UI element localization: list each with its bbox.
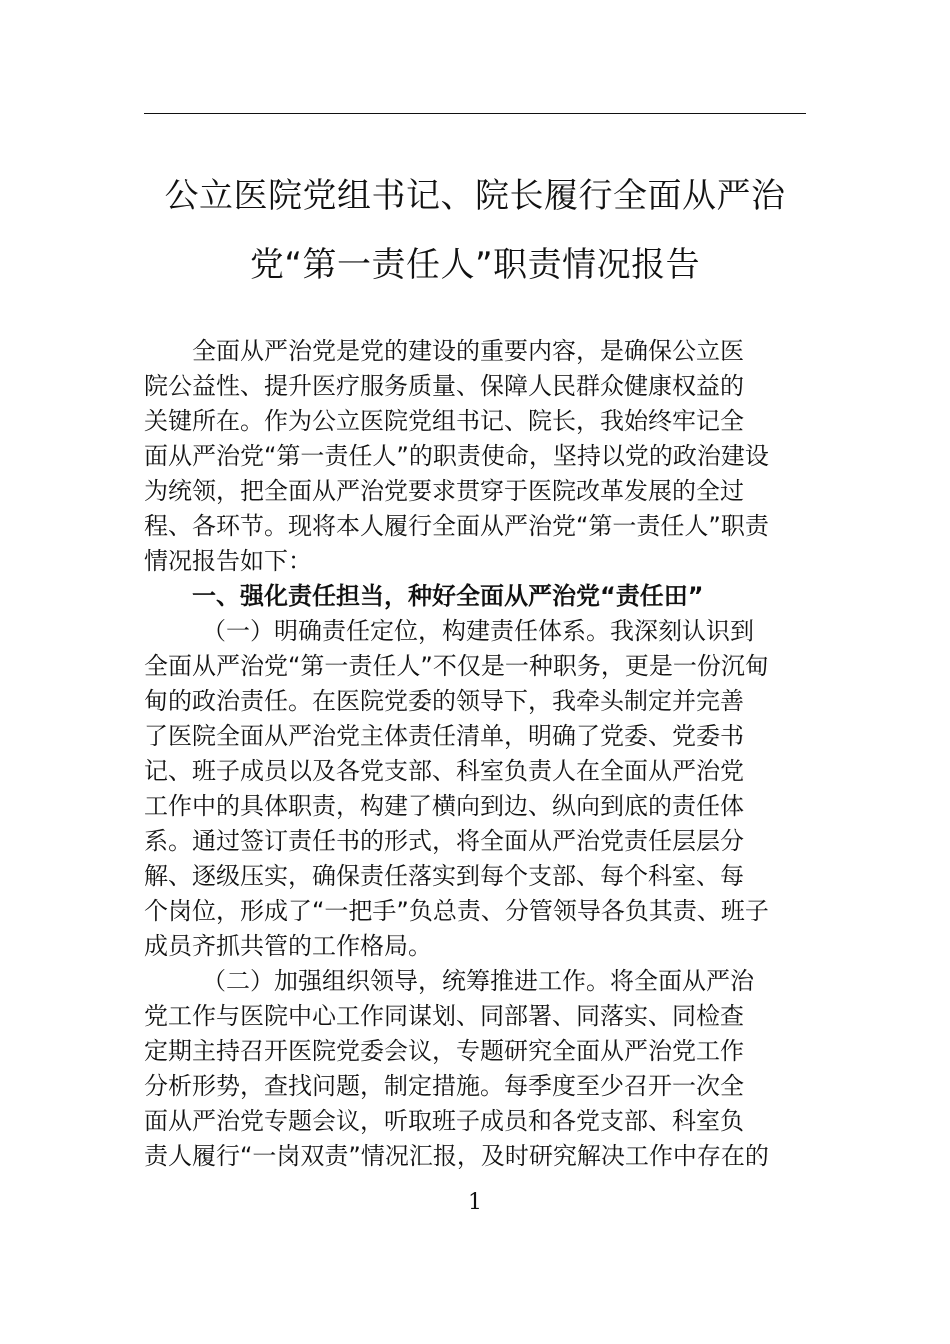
page-number: 1 — [468, 1190, 482, 1215]
paragraph-organizational-leadership — [144, 964, 806, 1174]
paragraph-line: 工作中的具体职责，构建了横向到边、纵向到底的责任体 — [144, 792, 744, 820]
paragraph-line: 个岗位，形成了“一把手”负总责、分管领导各负其责、班子 — [144, 897, 769, 925]
paragraph-line: 院公益性、提升医疗服务质量、保障人民群众健康权益的 — [144, 372, 744, 400]
document-title-line-2: 党“第一责任人”职责情况报告 — [249, 245, 701, 285]
document-body — [144, 334, 806, 1174]
paragraph-line: 全面从严治党是党的建设的重要内容，是确保公立医 — [192, 337, 744, 365]
paragraph-line: 关键所在。作为公立医院党组书记、院长，我始终牢记全 — [144, 407, 744, 435]
paragraph-line: 定期主持召开医院党委会议，专题研究全面从严治党工作 — [144, 1037, 744, 1065]
paragraph-line: 全面从严治党“第一责任人”不仅是一种职务，更是一份沉甸 — [144, 652, 769, 680]
paragraph-line: 成员齐抓共管的工作格局。 — [144, 932, 432, 960]
paragraph-line: 甸的政治责任。在医院党委的领导下，我牵头制定并完善 — [144, 687, 744, 715]
intro-paragraph — [144, 334, 806, 579]
paragraph-line: 系。通过签订责任书的形式，将全面从严治党责任层层分 — [144, 827, 744, 855]
document-title-line-1: 公立医院党组书记、院长履行全面从严治 — [164, 176, 786, 216]
paragraph-line: （二）加强组织领导，统筹推进工作。将全面从严治 — [202, 967, 754, 995]
paragraph-line: 党工作与医院中心工作同谋划、同部署、同落实、同检查 — [144, 1002, 744, 1030]
paragraph-responsibility-positioning — [144, 614, 806, 964]
paragraph-line: 解、逐级压实，确保责任落实到每个支部、每个科室、每 — [144, 862, 744, 890]
paragraph-line: 程、各环节。现将本人履行全面从严治党“第一责任人”职责 — [144, 512, 769, 540]
paragraph-line: 为统领，把全面从严治党要求贯穿于医院改革发展的全过 — [144, 477, 744, 505]
paragraph-line: 情况报告如下： — [144, 547, 312, 575]
paragraph-line: 了医院全面从严治党主体责任清单，明确了党委、党委书 — [144, 722, 744, 750]
paragraph-line: 分析形势，查找问题，制定措施。每季度至少召开一次全 — [144, 1072, 744, 1100]
paragraph-line: 面从严治党专题会议，听取班子成员和各党支部、科室负 — [144, 1107, 744, 1135]
paragraph-line: （一）明确责任定位，构建责任体系。我深刻认识到 — [202, 617, 754, 645]
section-heading: 一、强化责任担当，种好全面从严治党“责任田” — [192, 582, 704, 610]
paragraph-line: 记、班子成员以及各党支部、科室负责人在全面从严治党 — [144, 757, 744, 785]
paragraph-line: 面从严治党“第一责任人”的职责使命，坚持以党的政治建设 — [144, 442, 769, 470]
paragraph-line: 责人履行“一岗双责”情况汇报，及时研究解决工作中存在的 — [144, 1142, 769, 1170]
header-rule — [144, 113, 806, 114]
